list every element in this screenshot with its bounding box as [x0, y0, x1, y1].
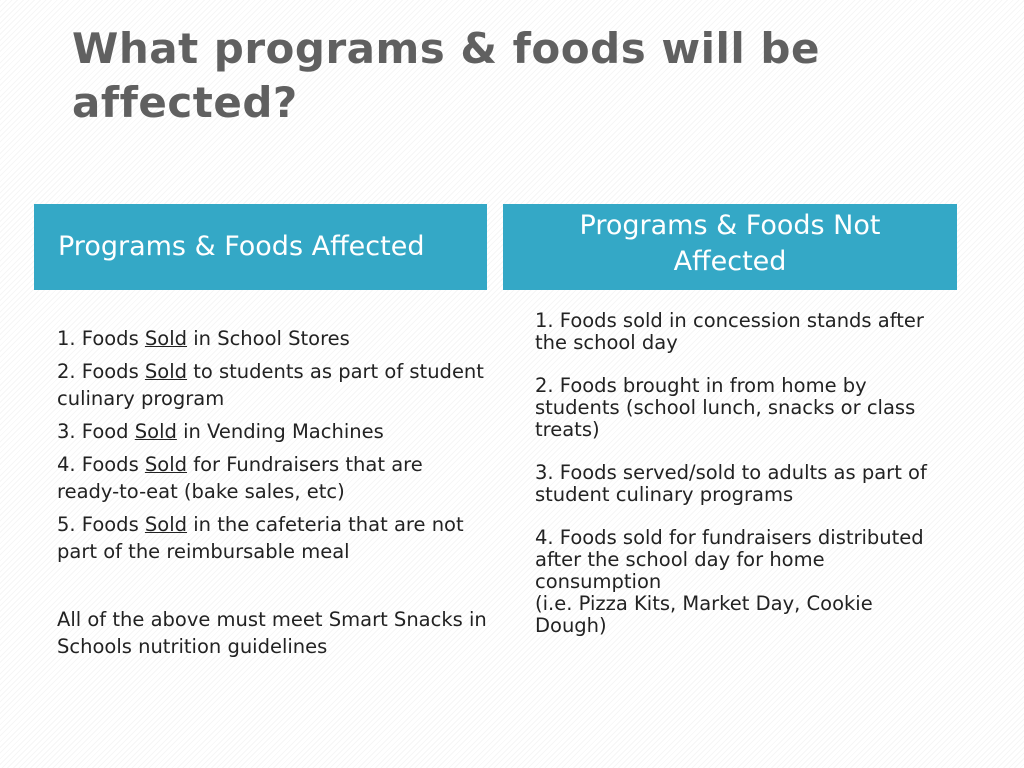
slide-title: What programs & foods will be affected?	[72, 24, 820, 127]
affected-item-3	[57, 418, 487, 445]
affected-item-1	[57, 325, 487, 352]
not-affected-column-header	[503, 204, 957, 290]
sold-emphasis: Sold	[144, 513, 188, 536]
item-text: 4. Foods	[57, 453, 145, 476]
smart-snacks-note: All of the above must meet Smart Snacks in Schools nutrition guidelines	[57, 608, 487, 658]
item-text: in School Stores	[187, 327, 350, 350]
item-text: 4. Foods sold for fundraisers distributed after the school day for home consumption	[535, 526, 924, 593]
affected-item-5	[57, 511, 487, 565]
not-affected-list	[535, 310, 945, 658]
item-text: to students as part of student culinary program	[57, 360, 484, 410]
sold-emphasis: Sold	[144, 360, 188, 383]
affected-header-label: Programs & Foods Affected	[58, 231, 425, 262]
item-text: 3. Food	[57, 420, 135, 443]
sold-emphasis: Sold	[144, 327, 188, 350]
item-text: in the cafeteria that are not part of the reimbursable meal	[57, 513, 464, 563]
affected-item-2	[57, 358, 487, 412]
not-affected-item-1: 1. Foods sold in concession stands after the school day	[535, 309, 924, 354]
item-text: in Vending Machines	[176, 420, 384, 443]
sold-emphasis: Sold	[134, 420, 177, 443]
affected-item-4	[57, 451, 487, 505]
not-affected-item-4	[535, 527, 945, 637]
item-examples: (i.e. Pizza Kits, Market Day, Cookie Dough)	[535, 592, 873, 637]
not-affected-item-3: 3. Foods served/sold to adults as part of student culinary programs	[535, 461, 927, 506]
not-affected-item-2: 2. Foods brought in from home by students (school lunch, snacks or class treats)	[535, 374, 916, 441]
sold-emphasis: Sold	[144, 453, 188, 476]
not-affected-header-label: Programs & Foods Not Affected	[579, 210, 881, 277]
affected-list	[57, 325, 487, 571]
item-text: 5. Foods	[57, 513, 145, 536]
affected-column-header	[34, 204, 487, 290]
item-text: 2. Foods	[57, 360, 145, 383]
item-text: 1. Foods	[57, 327, 145, 350]
item-text: for Fundraisers that are ready-to-eat (bake sales, etc)	[57, 453, 423, 503]
